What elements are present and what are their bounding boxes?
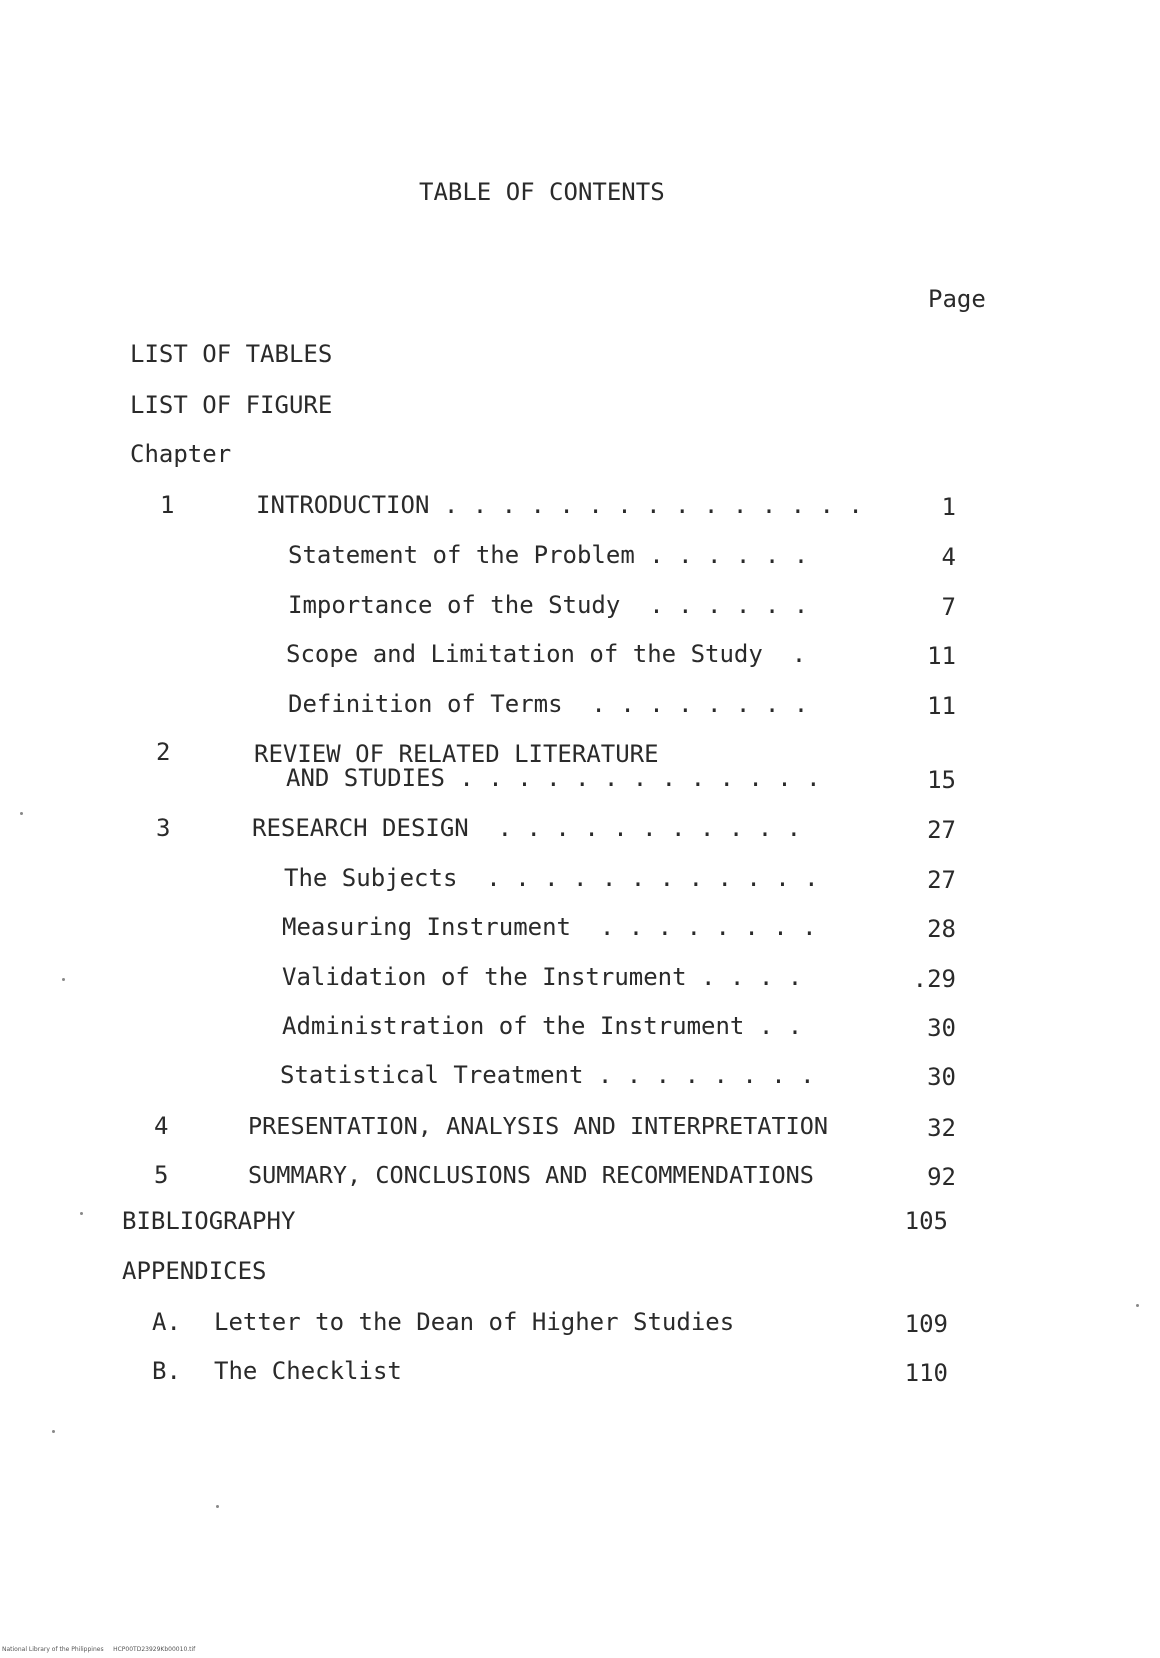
page-number: 110 (904, 1359, 948, 1387)
chapter-title: INTRODUCTION . . . . . . . . . . . . . . . (256, 491, 863, 519)
section-title: Administration of the Instrument . . (282, 1012, 803, 1040)
appendix-title: Letter to the Dean of Higher Studies (214, 1308, 735, 1336)
section-title: Measuring Instrument . . . . . . . . (282, 913, 817, 941)
chapter-header: Chapter (130, 440, 232, 468)
page-number: 105 (904, 1207, 948, 1235)
chapter-number: 4 (154, 1112, 169, 1140)
page-number: .29 (912, 965, 956, 993)
page-number: 92 (927, 1163, 956, 1191)
scan-footer: National Library of the Philippines HCP00TD23929Kb00010.tif (2, 1646, 196, 1653)
page-number: 15 (927, 766, 956, 794)
scan-speck (216, 1505, 219, 1508)
section-title: Importance of the Study . . . . . . (288, 591, 809, 619)
page-number: 30 (927, 1014, 956, 1042)
chapter-title: SUMMARY, CONCLUSIONS AND RECOMMENDATIONS (248, 1161, 814, 1189)
page-number: 27 (927, 816, 956, 844)
section-title: Validation of the Instrument . . . . (282, 963, 803, 991)
page-number: 11 (927, 642, 956, 670)
page-number: 28 (927, 915, 956, 943)
chapter-number: 5 (154, 1161, 169, 1189)
toc-list-of-figure: LIST OF FIGURE (130, 391, 333, 419)
page-number: 109 (904, 1310, 948, 1338)
scan-speck (62, 978, 65, 981)
page-number: 32 (927, 1114, 956, 1142)
bibliography-label: BIBLIOGRAPHY (122, 1207, 296, 1235)
page-title: TABLE OF CONTENTS (419, 178, 665, 206)
page-number: 11 (927, 692, 956, 720)
section-title: The Subjects . . . . . . . . . . . . (284, 864, 819, 892)
scan-speck (1136, 1304, 1139, 1307)
chapter-number: 1 (160, 491, 175, 519)
toc-list-of-tables: LIST OF TABLES (130, 340, 333, 368)
chapter-title: RESEARCH DESIGN . . . . . . . . . . . (252, 814, 802, 842)
chapter-title-line2: AND STUDIES . . . . . . . . . . . . . (286, 764, 821, 792)
scan-speck (80, 1212, 83, 1215)
page-number: 7 (941, 593, 956, 621)
appendix-letter: B. (152, 1357, 181, 1385)
appendix-letter: A. (152, 1308, 181, 1336)
section-title: Statement of the Problem . . . . . . (288, 541, 809, 569)
section-title: Statistical Treatment . . . . . . . . (280, 1061, 815, 1089)
page-column-header: Page (928, 285, 986, 313)
page-number: 4 (941, 543, 956, 571)
appendix-title: The Checklist (214, 1357, 402, 1385)
scan-speck (52, 1430, 55, 1433)
chapter-title: PRESENTATION, ANALYSIS AND INTERPRETATION (248, 1112, 829, 1140)
section-title: Definition of Terms . . . . . . . . (288, 690, 809, 718)
scan-speck (20, 812, 23, 815)
chapter-title-line1: REVIEW OF RELATED LITERATURE (254, 740, 659, 768)
page-number: 1 (941, 493, 956, 521)
chapter-number: 2 (156, 738, 171, 766)
page-number: 27 (927, 866, 956, 894)
appendices-label: APPENDICES (122, 1257, 267, 1285)
section-title: Scope and Limitation of the Study . (286, 640, 807, 668)
chapter-number: 3 (156, 814, 171, 842)
page-number: 30 (927, 1063, 956, 1091)
